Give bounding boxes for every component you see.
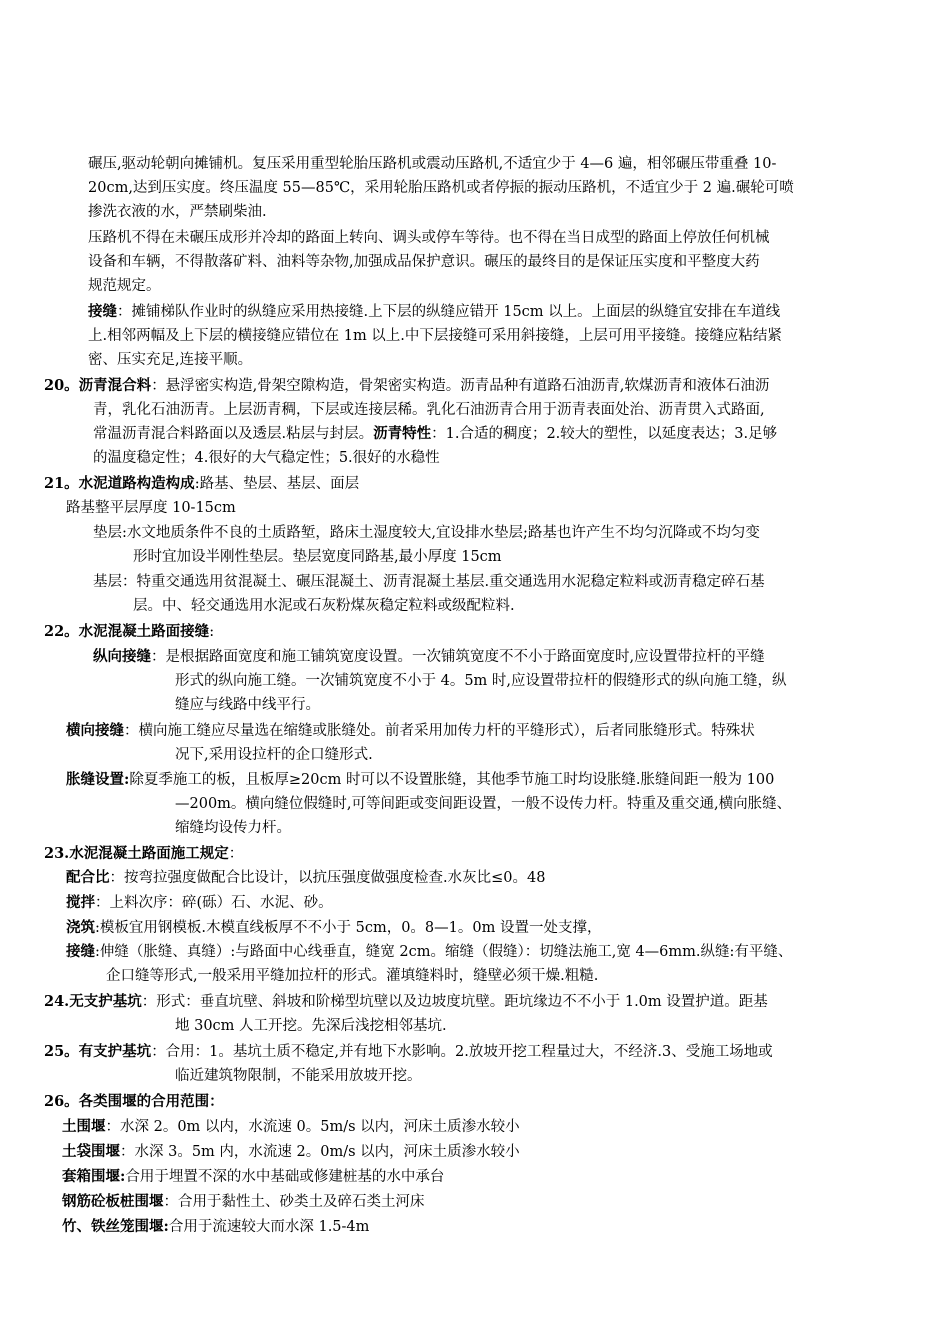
text-line	[66, 891, 333, 915]
text-line: 基层：特重交通选用贫混凝土、碾压混凝土、沥青混凝土基层.重交通选用水泥稳定粒料或沥青稳定碎石基	[93, 574, 765, 590]
text-line: 垫层:水文地质条件不良的土质路堑，路床土湿度较大,宜设排水垫层;路基也许产生不均匀沉降或不均匀变	[93, 525, 760, 541]
section-text: ：是根据路面宽度和施工铺筑宽度设置。一次铺筑宽度不不小于路面宽度时,应设置带拉杆的平缝	[151, 649, 765, 665]
section-text: ：	[228, 846, 244, 862]
text-line	[44, 990, 768, 1014]
text-line: 况下,采用设拉杆的企口缝形式.	[175, 747, 373, 763]
text-line: 路基整平层厚度 10-15cm	[66, 500, 236, 516]
text-line: 地 30cm 人工开挖。先深后浅挖相邻基坑.	[175, 1018, 447, 1034]
text-line	[44, 374, 769, 398]
section-text: 除夏季施工的板，且板厚≥20cm 时可以不设置胀缝，其他季节施工时均设胀缝.胀缝间距一般为 100	[129, 772, 775, 788]
text-line	[66, 719, 755, 743]
text-line: 青，乳化石油沥青。上层沥青稠，下层或连接层稀。乳化石油沥青合用于沥青表面处治、沥青贯入式路面,	[93, 402, 765, 418]
section-text: ：横向施工缝应尽量选在缩缝或胀缝处。前者采用加传力杆的平缝形式），后者同胀缝形式。特殊状	[124, 723, 755, 739]
text-line: 上.相邻两幅及上下层的横接缝应错位在 1m 以上.中下层接缝可采用斜接缝，上层可用平接缝。接缝应粘结紧	[88, 328, 782, 344]
text-line: 设备和车辆，不得散落矿料、油料等杂物,加强成品保护意识。碾压的最终目的是保证压实度和平整度大药	[88, 254, 760, 270]
text-line	[66, 916, 601, 940]
text-line	[66, 940, 792, 964]
item-text: ：水深 3。5m 内，水流速 2。0m/s 以内，河床土质渗水较小	[120, 1144, 520, 1160]
section-heading: 25。有支护基坑	[44, 1043, 152, 1060]
item-label: 土围堰	[62, 1118, 106, 1135]
section-heading: 21。水泥道路构造构成	[44, 475, 195, 492]
mix-ratio-label: 配合比	[66, 869, 110, 886]
text-line: 规范规定。	[88, 278, 161, 294]
text-line: 碾压,驱动轮朝向摊铺机。复压采用重型轮胎压路机或震动压路机,不适宜少于 4—6 遍，相邻碾压带重叠 10-	[88, 156, 777, 172]
longitudinal-joint-label: 纵向接缝	[93, 648, 151, 665]
section-text: :伸缝（胀缝、真缝）:与路面中心线垂直，缝宽 2cm。缩缝（假缝）：切缝法施工,宽 4—6mm.纵缝:有平缝、	[95, 944, 793, 960]
text-line: 缩缝均设传力杆。	[175, 820, 291, 836]
asphalt-properties-label: 沥青特性	[373, 425, 432, 442]
text-line: 形时宜加设半刚性垫层。垫层宽度同路基,最小厚度 15cm	[133, 549, 502, 565]
text-line: 掺洗衣液的水，严禁刷柴油.	[88, 204, 267, 220]
text-line	[44, 1040, 773, 1064]
section-text: ：悬浮密实构造,骨架空隙构造，骨架密实构造。沥青品种有道路石油沥青,软煤沥青和液体石油沥	[151, 378, 770, 394]
section-text: :路基、垫层、基层、面层	[194, 476, 360, 492]
text-line	[44, 842, 243, 866]
text-line: —200m。横向缝位假缝时,可等间距或变间距设置，一般不设传力杆。特重及重交通,横向胀缝、	[175, 796, 792, 812]
item-text: ：合用于黏性土、砂类土及碎石类土河床	[163, 1194, 425, 1210]
section-text: ：1.合适的稠度；2.较大的塑性，以延度表达；3.足够	[431, 426, 778, 442]
text-line: 层。中、轻交通选用水泥或石灰粉煤灰稳定粒料或级配粒料.	[133, 598, 515, 614]
transverse-joint-label: 横向接缝	[66, 722, 124, 739]
section-text: :	[209, 624, 215, 640]
expansion-joint-label: 胀缝设置:	[66, 771, 130, 788]
text-line: 形式的纵向施工缝。一次铺筑宽度不小于 4。5m 时,应设置带拉杆的假缝形式的纵向施工缝，纵	[175, 673, 787, 689]
text-line	[93, 422, 777, 446]
joint-label: 接缝	[88, 303, 117, 320]
text-line: 缝应与线路中线平行。	[175, 697, 320, 713]
joint-text: ：摊铺梯队作业时的纵缝应采用热接缝.上下层的纵缝应错开 15cm 以上。上面层的纵缝宜安排在车道线	[117, 304, 781, 320]
list-item	[62, 1115, 520, 1139]
item-text: 合用于埋置不深的水中基础或修建桩基的水中承台	[125, 1169, 445, 1185]
text-line: 压路机不得在未碾压成形并冷却的路面上转向、调头或停车等待。也不得在当日成型的路面上停放任何机械	[88, 230, 770, 246]
item-label: 钢筋砼板桩围堰	[62, 1193, 164, 1210]
text-line: 临近建筑物限制，不能采用放坡开挖。	[175, 1068, 422, 1084]
item-label: 套箱围堰:	[62, 1168, 126, 1185]
section-heading: 22。水泥混凝土路面接缝	[44, 623, 210, 640]
section-heading: 24.无支护基坑	[44, 993, 142, 1010]
section-text: 常温沥青混合料路面以及透层.粘层与封层。	[93, 426, 374, 442]
list-item	[62, 1190, 425, 1214]
text-line: 20cm,达到压实度。终压温度 55—85℃，采用轮胎压路机或者停振的振动压路机，不适宜少于 2 遍.碾轮可喷	[88, 180, 794, 196]
text-line	[66, 866, 545, 890]
text-line: 的温度稳定性；4.很好的大气稳定性；5.很好的水稳性	[93, 450, 440, 466]
pouring-label: 浇筑	[66, 919, 95, 936]
text-line	[44, 620, 214, 644]
text-line	[44, 1090, 224, 1114]
item-text: 合用于流速较大而水深 1.5-4m	[168, 1219, 370, 1235]
mixing-label: 搅拌	[66, 894, 95, 911]
section-text: ：合用：1。基坑土质不稳定,并有地下水影响。2.放坡开挖工程量过大，不经济.3、受施工场地或	[151, 1044, 773, 1060]
list-item	[62, 1165, 444, 1189]
text-line: 密、压实充足,连接平顺。	[88, 352, 253, 368]
text-line	[44, 472, 359, 496]
list-item	[62, 1215, 369, 1239]
item-label: 竹、铁丝笼围堰:	[62, 1218, 169, 1235]
section-heading: 26。各类围堰的合用范围：	[44, 1093, 224, 1110]
text-line	[88, 300, 780, 324]
section-heading: 20。沥青混合料	[44, 377, 152, 394]
section-text: ：上料次序：碎(砾）石、水泥、砂。	[95, 895, 333, 911]
section-heading: 23.水泥混凝土路面施工规定	[44, 845, 229, 862]
item-label: 土袋围堰	[62, 1143, 120, 1160]
section-text: ：按弯拉强度做配合比设计，以抗压强度做强度检查.水灰比≤0。48	[109, 870, 546, 886]
item-text: ：水深 2。0m 以内，水流速 0。5m/s 以内，河床土质渗水较小	[105, 1119, 520, 1135]
text-line: 企口缝等形式,一般采用平缝加拉杆的形式。灌填缝料时，缝壁必须干燥.粗糙.	[106, 968, 599, 984]
list-item	[62, 1140, 520, 1164]
text-line	[66, 768, 774, 792]
section-text: ：形式：垂直坑壁、斜坡和阶梯型坑壁以及边坡度坑壁。距坑缘边不不小于 1.0m 设置护道。距基	[141, 994, 768, 1010]
joint-label: 接缝	[66, 943, 95, 960]
text-line	[93, 645, 765, 669]
section-text: :模板宜用钢模板.木模直线板厚不不小于 5cm，0。8—1。0m 设置一处支撑，	[95, 920, 602, 936]
